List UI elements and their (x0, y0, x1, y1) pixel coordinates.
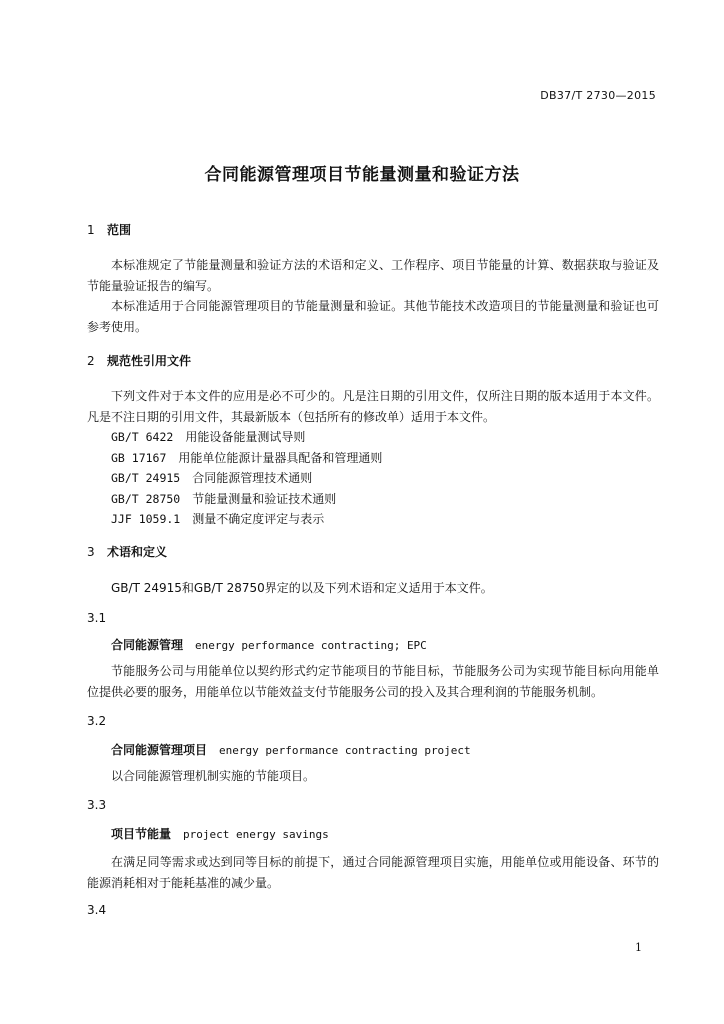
term-definition (87, 661, 659, 702)
term-english: energy performance contracting; EPC (195, 639, 427, 652)
section-3-title: 术语和定义 (107, 545, 168, 559)
term-chinese: 项目节能量 (111, 827, 172, 841)
term-number: 3.3 (87, 798, 107, 812)
term-heading (111, 825, 329, 842)
term-definition (87, 852, 659, 893)
reference-title: 合同能源管理技术通则 (192, 471, 313, 485)
section-1-body (87, 255, 659, 337)
term-number: 3.1 (87, 611, 107, 625)
page-number: 1 (635, 941, 642, 954)
section-2-title: 规范性引用文件 (107, 354, 192, 368)
term-chinese: 合同能源管理 (111, 638, 184, 652)
reference-title: 节能量测量和验证技术通则 (192, 491, 337, 506)
document-title: 合同能源管理项目节能量测量和验证方法 (204, 165, 520, 185)
reference-item (111, 468, 382, 489)
section-1-paragraph: 本标准适用于合同能源管理项目的节能量测量和验证。其他节能技术改造项目的节能量测量和验证也可参考使用。 (87, 299, 659, 334)
reference-code: GB/T 28750 (111, 491, 181, 506)
section-3-number: 3 (87, 545, 95, 559)
term-definition-text: 以合同能源管理机制实施的节能项目。 (111, 769, 316, 783)
section-3-intro (87, 578, 659, 599)
reference-code: GB/T 24915 (111, 471, 181, 485)
term-english: project energy savings (183, 828, 329, 841)
section-2-heading (87, 352, 191, 369)
term-heading (111, 636, 427, 653)
reference-list (111, 427, 382, 530)
reference-title: 用能单位能源计量器具配备和管理通则 (178, 450, 383, 465)
reference-code: GB/T 6422 (111, 430, 174, 444)
section-2-intro (87, 386, 659, 427)
reference-item (111, 427, 382, 448)
term-definition (87, 766, 659, 787)
reference-item (111, 448, 382, 469)
section-2-paragraph: 下列文件对于本文件的应用是必不可少的。凡是注日期的引用文件，仅所注日期的版本适用于本文件。凡是不注日期的引用文件，其最新版本（包括所有的修改单）适用于本文件。 (87, 389, 659, 424)
document-code: DB37/T 2730—2015 (540, 89, 656, 102)
section-1-title: 范围 (107, 223, 132, 237)
reference-code: GB 17167 (111, 450, 167, 465)
section-2-number: 2 (87, 354, 95, 368)
section-1-paragraph: 本标准规定了节能量测量和验证方法的术语和定义、工作程序、项目节能量的计算、数据获取与验证及节能量验证报告的编写。 (87, 258, 659, 293)
term-number: 3.2 (87, 714, 107, 728)
term-chinese: 合同能源管理项目 (111, 743, 208, 757)
reference-title: 用能设备能量测试导则 (185, 430, 306, 444)
section-3-heading (87, 543, 167, 560)
term-heading (111, 741, 471, 758)
section-3-paragraph: GB/T 24915和GB/T 28750界定的以及下列术语和定义适用于本文件。 (111, 581, 493, 595)
term-english: energy performance contracting project (219, 744, 471, 757)
term-definition-text: 节能服务公司与用能单位以契约形式约定节能项目的节能目标，节能服务公司为实现节能目标向用能单位提供必要的服务，用能单位以节能效益支付节能服务公司的投入及其合理利润的节能服务机制。 (87, 664, 659, 699)
section-1-heading (87, 221, 131, 238)
reference-title: 测量不确定度评定与表示 (192, 512, 325, 526)
reference-item (111, 489, 382, 510)
term-number: 3.4 (87, 903, 107, 917)
section-1-number: 1 (87, 223, 95, 237)
reference-item (111, 509, 382, 530)
term-definition-text: 在满足同等需求或达到同等目标的前提下，通过合同能源管理项目实施，用能单位或用能设备、环节的能源消耗相对于能耗基准的减少量。 (87, 855, 659, 890)
reference-code: JJF 1059.1 (111, 512, 181, 526)
